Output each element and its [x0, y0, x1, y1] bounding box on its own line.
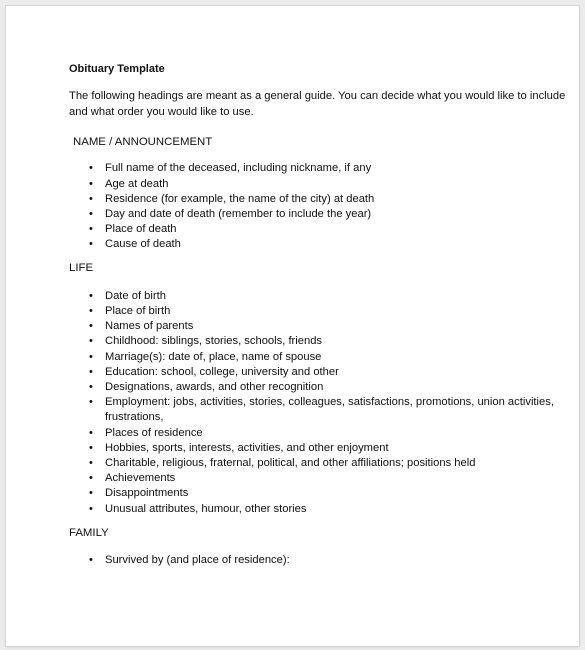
bullet-icon: •: [89, 502, 93, 515]
bullet-icon: •: [89, 396, 93, 409]
bullet-icon: •: [89, 177, 93, 190]
document-content: [69, 62, 569, 568]
bullet-icon: •: [89, 457, 93, 470]
list-item: • Residence (for example, the name of the city) at death: [69, 192, 569, 207]
bullet-icon: •: [89, 472, 93, 485]
bullet-icon: •: [89, 238, 93, 251]
intro-paragraph: The following headings are meant as a general guide. You can decide what you would like to include and what order you would like to use.: [69, 90, 566, 118]
bullet-icon: •: [89, 208, 93, 221]
list-item: • Age at death: [69, 177, 569, 192]
list-item: • Achievements: [69, 471, 569, 486]
list-item: • Place of birth: [69, 304, 569, 319]
list-item: • Names of parents: [69, 319, 569, 334]
list-item: • Charitable, religious, fraternal, political, and other affiliations; positions held: [69, 456, 569, 471]
bullet-icon: •: [89, 305, 93, 318]
bullet-icon: •: [89, 554, 93, 567]
list-item: • Hobbies, sports, interests, activities, and other enjoyment: [69, 441, 569, 456]
list-item: • Date of birth: [69, 289, 569, 304]
name-announcement-list: [69, 161, 569, 252]
list-item: • Day and date of death (remember to include the year): [69, 207, 569, 222]
list-item: • Places of residence: [69, 426, 569, 441]
bullet-icon: •: [89, 381, 93, 394]
list-item: • Full name of the deceased, including nickname, if any: [69, 161, 569, 176]
list-item: • Place of death: [69, 222, 569, 237]
list-item: • Cause of death: [69, 237, 569, 252]
document-title: Obituary Template: [69, 63, 165, 75]
list-item: • Childhood: siblings, stories, schools, friends: [69, 334, 569, 349]
life-list: [69, 289, 569, 517]
document-page: [6, 6, 579, 646]
bullet-icon: •: [89, 223, 93, 236]
list-item: • Designations, awards, and other recognition: [69, 380, 569, 395]
section-heading-life: LIFE: [69, 261, 94, 274]
list-item: • Education: school, college, university and other: [69, 365, 569, 380]
bullet-icon: •: [89, 289, 93, 302]
section-heading-family: FAMILY: [69, 526, 109, 539]
bullet-icon: •: [89, 487, 93, 500]
bullet-icon: •: [89, 320, 93, 333]
bullet-icon: •: [89, 350, 93, 363]
section-heading-name-announcement: NAME / ANNOUNCEMENT: [73, 136, 213, 149]
bullet-icon: •: [89, 426, 93, 439]
bullet-icon: •: [89, 365, 93, 378]
bullet-icon: •: [89, 192, 93, 205]
list-item: • Disappointments: [69, 486, 569, 501]
bullet-icon: •: [89, 335, 93, 348]
list-item: • Marriage(s): date of, place, name of spouse: [69, 350, 569, 365]
bullet-icon: •: [89, 162, 93, 175]
list-item: • Survived by (and place of residence):: [69, 553, 569, 568]
bullet-icon: •: [89, 441, 93, 454]
list-item: • Unusual attributes, humour, other stories: [69, 502, 569, 517]
list-item: • Employment: jobs, activities, stories, colleagues, satisfactions, promotions, union activities, frustrations,: [89, 396, 554, 424]
family-list: [69, 553, 569, 568]
